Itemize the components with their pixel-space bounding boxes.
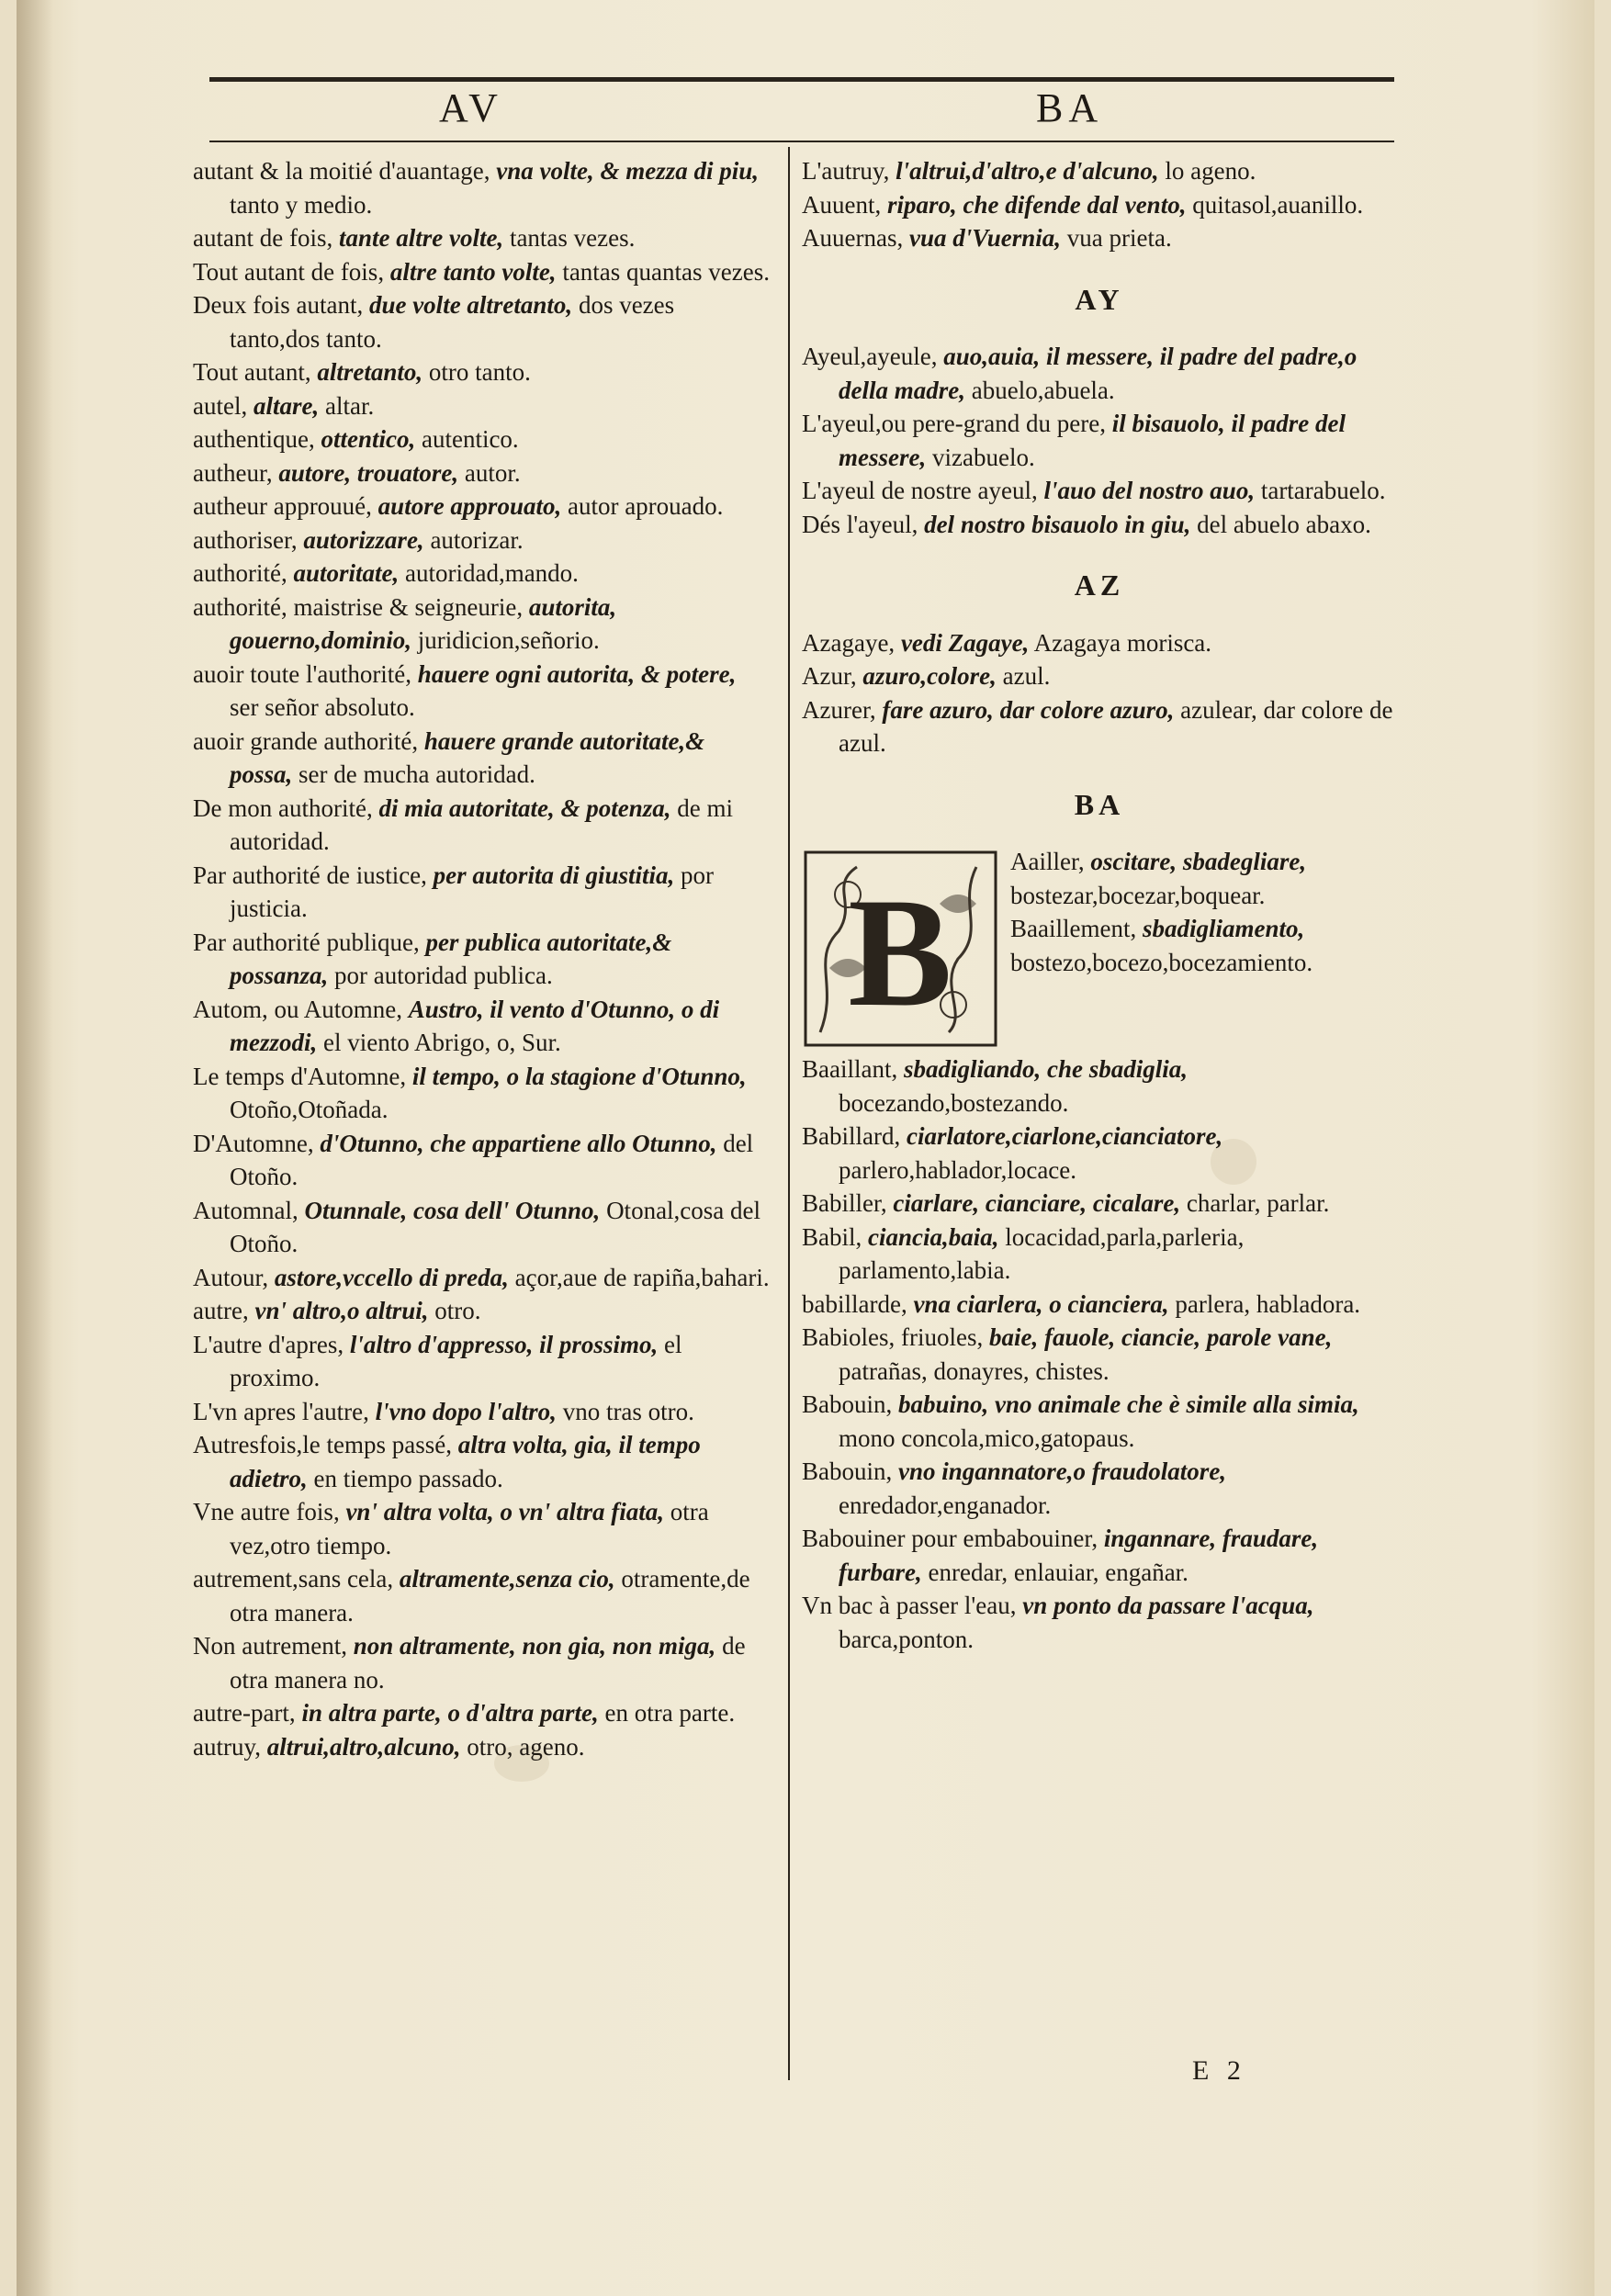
italian-gloss: in altra parte, o d'altra parte, [301,1699,599,1727]
french-headword: Babouiner pour embabouiner, [802,1525,1098,1552]
french-headword: Azagaye, [802,628,896,657]
spanish-gloss: en tiempo passado. [313,1464,503,1492]
spanish-gloss: ser señor absoluto. [230,693,415,721]
italian-gloss: auo,auia, il messere, il padre del padre,o della madre, [839,343,1358,404]
dictionary-entry [193,993,770,1060]
italian-gloss: oscitare, sbadegliare, [1090,848,1307,875]
french-headword: Babiller, [802,1189,887,1217]
dictionary-entry [802,188,1397,222]
spanish-gloss: vua prieta. [1066,224,1172,252]
french-headword: D'Automne, [193,1129,314,1157]
spanish-gloss: Otoño,Otoñada. [230,1096,389,1123]
spanish-gloss: bostezo,bocezo,bocezamiento. [1010,948,1313,976]
dictionary-entry [193,389,770,423]
book-page [17,0,1594,2296]
dictionary-entry [802,1455,1397,1522]
spanish-gloss: lo ageno. [1165,157,1256,185]
french-headword: autant & la moitié d'auantage, [193,157,490,185]
dictionary-entry [193,154,770,221]
french-headword: autel, [193,391,248,420]
spanish-gloss: azul. [1002,662,1051,690]
italian-gloss: del nostro bisauolo in giu, [924,510,1191,538]
italian-gloss: vna ciarlera, o cianciera, [913,1289,1169,1318]
italian-gloss: vn' altra volta, o vn' altra fiata, [345,1498,664,1525]
italian-gloss: Otunnale, cosa dell' Otunno, [304,1196,601,1224]
spanish-gloss: juridicion,señorio. [417,626,600,654]
italian-gloss: autorita, gouerno,dominio, [230,592,617,654]
italian-gloss: d'Otunno, che appartiene allo Otunno, [320,1129,717,1157]
spanish-gloss: abuelo,abuela. [971,376,1115,404]
french-headword: L'vn apres l'autre, [193,1397,369,1425]
french-headword: Azurer, [802,695,876,724]
right-top-entries [802,154,1397,255]
dictionary-entry [193,926,770,993]
french-headword: autrement,sans cela, [193,1565,394,1593]
french-headword: L'ayeul de nostre ayeul, [802,477,1038,504]
french-headword: auoir toute l'authorité, [193,659,412,688]
french-headword: autruy, [193,1732,261,1761]
italian-gloss: non altramente, non gia, non miga, [353,1632,716,1660]
italian-gloss: l'vno dopo l'altro, [375,1397,557,1425]
dictionary-entry [193,490,770,523]
italian-gloss: hauere ogni autorita, & potere, [417,659,737,688]
french-headword: Deux fois autant, [193,291,364,319]
french-headword: authentique, [193,425,315,453]
french-headword: authoriser, [193,525,298,554]
spanish-gloss: vizabuelo. [931,443,1035,471]
italian-gloss: per autorita di giustitia, [433,861,675,889]
french-headword: authorité, [193,559,287,587]
italian-gloss: baie, fauole, ciancie, parole vane, [988,1323,1333,1351]
italian-gloss: vno ingannatore,o fraudolatore, [898,1458,1227,1485]
dictionary-entry [193,456,770,490]
italian-gloss: ciancia,baia, [868,1222,999,1251]
dictionary-entry [802,1120,1397,1187]
az-entries [802,626,1397,760]
left-column [193,154,770,1763]
spanish-gloss: en otra parte. [604,1699,736,1727]
right-column [802,154,1397,1656]
spanish-gloss: autentico. [421,425,519,453]
top-rule [209,77,1394,82]
italian-gloss: hauere grande autoritate,& possa, [230,726,705,788]
french-headword: Vn bac à passer l'eau, [802,1592,1017,1619]
spanish-gloss: Otonal,cosa del Otoño. [230,1196,761,1257]
spanish-gloss: bocezando,bostezando. [839,1088,1069,1117]
french-headword: autre, [193,1297,249,1324]
dictionary-entry [193,255,770,289]
french-headword: L'autruy, [802,157,890,185]
italian-gloss: autore approuato, [377,492,562,520]
dictionary-entry [802,340,1397,407]
spanish-gloss: bostezar,bocezar,boquear. [1010,881,1266,909]
italian-gloss: vua d'Vuernia, [908,224,1062,252]
column-divider [788,147,790,2080]
decorated-initial-b-icon [802,849,999,1049]
spanish-gloss: por justicia. [230,861,714,922]
italian-gloss: per publica autoritate,& possanza, [230,928,672,989]
dictionary-entry [802,407,1397,474]
french-headword: Babouin, [802,1390,893,1418]
italian-gloss: l'altrui,d'altro,e d'alcuno, [896,157,1159,185]
italian-gloss: astore,vccello di preda, [274,1263,509,1291]
italian-gloss: vn ponto da passare l'acqua, [1022,1592,1314,1619]
italian-gloss: altramente,senza cio, [399,1565,615,1593]
french-headword: Baaillement, [1010,915,1137,942]
ay-entries [802,340,1397,541]
dictionary-entry [193,355,770,389]
dictionary-entry [802,693,1397,760]
spanish-gloss: parlera, habladora. [1175,1289,1361,1318]
dictionary-entry [802,1052,1397,1120]
french-headword: Babil, [802,1222,862,1251]
italian-gloss: ciarlare, cianciare, cicalare, [893,1189,1181,1217]
spanish-gloss: dos vezes tanto,dos tanto. [230,291,675,353]
dictionary-entry [193,1194,770,1261]
french-headword: De mon authorité, [193,793,373,822]
dictionary-entry [193,523,770,557]
french-headword: Aailler, [1010,848,1085,875]
spanish-gloss: autorizar. [430,525,524,554]
spanish-gloss: otro, ageno. [467,1732,585,1761]
french-headword: Vne autre fois, [193,1498,340,1525]
french-headword: Automnal, [193,1196,299,1224]
dictionary-entry [193,221,770,255]
spanish-gloss: por autoridad publica. [334,962,553,989]
french-headword: babillarde, [802,1289,907,1318]
italian-gloss: autore, trouatore, [278,458,459,487]
spanish-gloss: açor,aue de rapiña,bahari. [514,1263,770,1291]
dictionary-entry [193,792,770,859]
spanish-gloss: autoridad,mando. [404,559,579,587]
dictionary-entry [802,1187,1397,1221]
dictionary-entry [193,1696,770,1730]
spanish-gloss: del abuelo abaxo. [1197,510,1371,538]
french-headword: Non autrement, [193,1632,347,1660]
italian-gloss: due volte altretanto, [368,291,573,319]
italian-gloss: l'altro d'appresso, il prossimo, [349,1330,659,1358]
spanish-gloss: de otra manera no. [230,1632,746,1694]
spanish-gloss: enredar, enlauiar, engañar. [928,1558,1189,1586]
dictionary-entry [802,1589,1397,1656]
dictionary-entry [802,474,1397,508]
french-headword: Auuent, [802,190,882,219]
italian-gloss: vn' altro,o altrui, [254,1297,429,1324]
spanish-gloss: vno tras otro. [562,1397,694,1425]
section-heading-az: AZ [1074,568,1125,602]
spanish-gloss: Azagaya morisca. [1033,628,1212,657]
spanish-gloss: autor. [464,458,521,487]
running-head-left: AV [439,85,503,130]
dictionary-entry [193,859,770,926]
french-headword: Tout autant, [193,358,311,386]
dropcap-letter: B [848,866,952,1039]
spanish-gloss: locacidad,parla,parleria, parlamento,labia. [839,1222,1245,1284]
spine-shadow [17,0,53,2296]
italian-gloss: babuino, vno animale che è simile alla simia, [898,1390,1359,1418]
dictionary-entry [193,1127,770,1194]
dictionary-entry [802,154,1397,188]
dictionary-entry [802,626,1397,660]
italian-gloss: fare azuro, dar colore azuro, [882,695,1175,724]
dictionary-entry [193,658,770,725]
italian-gloss: di mia autoritate, & potenza, [378,793,671,822]
page-signature: E 2 [1192,2055,1246,2086]
spanish-gloss: ser de mucha autoridad. [299,760,535,788]
french-headword: Babouin, [802,1458,893,1485]
dictionary-entry [193,1495,770,1562]
spanish-gloss: azulear, dar colore de azul. [839,695,1393,757]
french-headword: Par authorité publique, [193,928,420,956]
french-headword: autre-part, [193,1699,296,1727]
head-rule [209,141,1394,142]
dictionary-entry [193,1395,770,1429]
dictionary-entry [193,591,770,658]
italian-gloss: vna volte, & mezza di piu, [496,157,759,185]
italian-gloss: azuro,colore, [862,662,997,690]
spanish-gloss: parlero,hablador,locace. [839,1155,1077,1184]
italian-gloss: il bisauolo, il padre del messere, [839,410,1346,471]
section-heading-ay: AY [1075,282,1124,316]
dictionary-entry [193,1294,770,1328]
italian-gloss: ottentico, [321,425,416,453]
french-headword: Tout autant de fois, [193,257,385,286]
french-headword: Le temps d'Automne, [193,1062,407,1090]
dictionary-entry [193,557,770,591]
spanish-gloss: el proximo. [230,1330,682,1391]
italian-gloss: sbadigliando, che sbadiglia, [903,1055,1188,1083]
dictionary-entry [193,1060,770,1127]
italian-gloss: vedi Zagaye, [900,628,1030,657]
french-headword: L'autre d'apres, [193,1330,344,1358]
italian-gloss: ciarlatore,ciarlone,cianciatore, [906,1122,1223,1150]
italian-gloss: Austro, il vento d'Otunno, o di mezzodi, [230,995,720,1056]
dictionary-entry [193,725,770,792]
french-headword: Ayeul,ayeule, [802,343,938,370]
italian-gloss: l'auo del nostro auo, [1043,477,1256,504]
italian-gloss: il tempo, o la stagione d'Otunno, [411,1062,747,1090]
spanish-gloss: otro tanto. [428,358,531,386]
italian-gloss: altre tanto volte, [389,257,557,286]
dictionary-entry [193,288,770,355]
dictionary-entry [802,508,1397,542]
french-headword: Dés l'ayeul, [802,510,918,538]
french-headword: Baaillant, [802,1055,898,1083]
spanish-gloss: otra vez,otro tiempo. [230,1498,709,1559]
french-headword: Autour, [193,1263,269,1291]
french-headword: autant de fois, [193,224,333,252]
spanish-gloss: altar. [324,391,375,420]
italian-gloss: altra volta, gia, il tempo adietro, [230,1431,701,1492]
french-headword: Autom, ou Automne, [193,995,402,1023]
spanish-gloss: tantas quantas vezes. [562,257,770,286]
spanish-gloss: enredador,enganador. [839,1491,1052,1519]
french-headword: Azur, [802,662,857,690]
italian-gloss: sbadigliamento, [1142,915,1305,942]
dictionary-entry [802,1288,1397,1322]
dictionary-entry [802,659,1397,693]
dictionary-entry [193,1730,770,1764]
italian-gloss: tante altre volte, [338,224,504,252]
spanish-gloss: otro. [434,1297,481,1324]
spanish-gloss: quitasol,auanillo. [1192,190,1364,219]
dictionary-entry [193,1562,770,1629]
dictionary-entry [193,1629,770,1696]
italian-gloss: autoritate, [293,559,400,587]
french-headword: authorité, maistrise & seigneurie, [193,592,524,621]
italian-gloss: riparo, che difende dal vento, [886,190,1187,219]
italian-gloss: altare, [253,391,320,420]
spanish-gloss: barca,ponton. [839,1625,974,1653]
spanish-gloss: tartarabuelo. [1260,477,1386,504]
spanish-gloss: el viento Abrigo, o, Sur. [323,1029,561,1056]
spanish-gloss: tanto y medio. [230,190,373,219]
section-heading-ba: BA [1074,787,1125,821]
french-headword: autheur approuué, [193,492,372,520]
italian-gloss: altretanto, [317,358,423,386]
italian-gloss: autorizzare, [303,525,424,554]
french-headword: auoir grande authorité, [193,726,419,755]
french-headword: autheur, [193,458,273,487]
dictionary-entry [802,1388,1397,1455]
french-headword: L'ayeul,ou pere-grand du pere, [802,410,1106,437]
dictionary-entry [193,422,770,456]
french-headword: Auuernas, [802,224,904,252]
spanish-gloss: patrañas, donayres, chistes. [839,1356,1110,1385]
spanish-gloss: otramente,de otra manera. [230,1565,750,1626]
spanish-gloss: autor aprouado. [567,492,724,520]
french-headword: Babillard, [802,1122,901,1150]
decorated-initial-b [802,849,999,1049]
dictionary-entry [193,1428,770,1495]
french-headword: Par authorité de iustice, [193,861,427,889]
spanish-gloss: de mi autoridad. [230,793,733,855]
dictionary-entry [802,1522,1397,1589]
dictionary-entry [193,1328,770,1395]
ba-entries [802,1052,1397,1656]
dictionary-entry [802,1321,1397,1388]
french-headword: Babioles, friuoles, [802,1323,984,1351]
dictionary-entry [193,1261,770,1295]
spanish-gloss: del Otoño. [230,1129,754,1190]
italian-gloss: ingannare, fraudare, furbare, [839,1525,1319,1586]
spanish-gloss: mono concola,mico,gatopaus. [839,1424,1135,1452]
french-headword: Autresfois,le temps passé, [193,1431,452,1458]
italian-gloss: altrui,altro,alcuno, [266,1732,461,1761]
running-head-right: BA [1036,85,1104,130]
ba-dropcap-block [802,845,1397,1052]
spanish-gloss: charlar, parlar. [1186,1189,1330,1217]
dictionary-entry [802,1221,1397,1288]
dictionary-entry [802,221,1397,255]
spanish-gloss: tantas vezes. [509,224,636,252]
